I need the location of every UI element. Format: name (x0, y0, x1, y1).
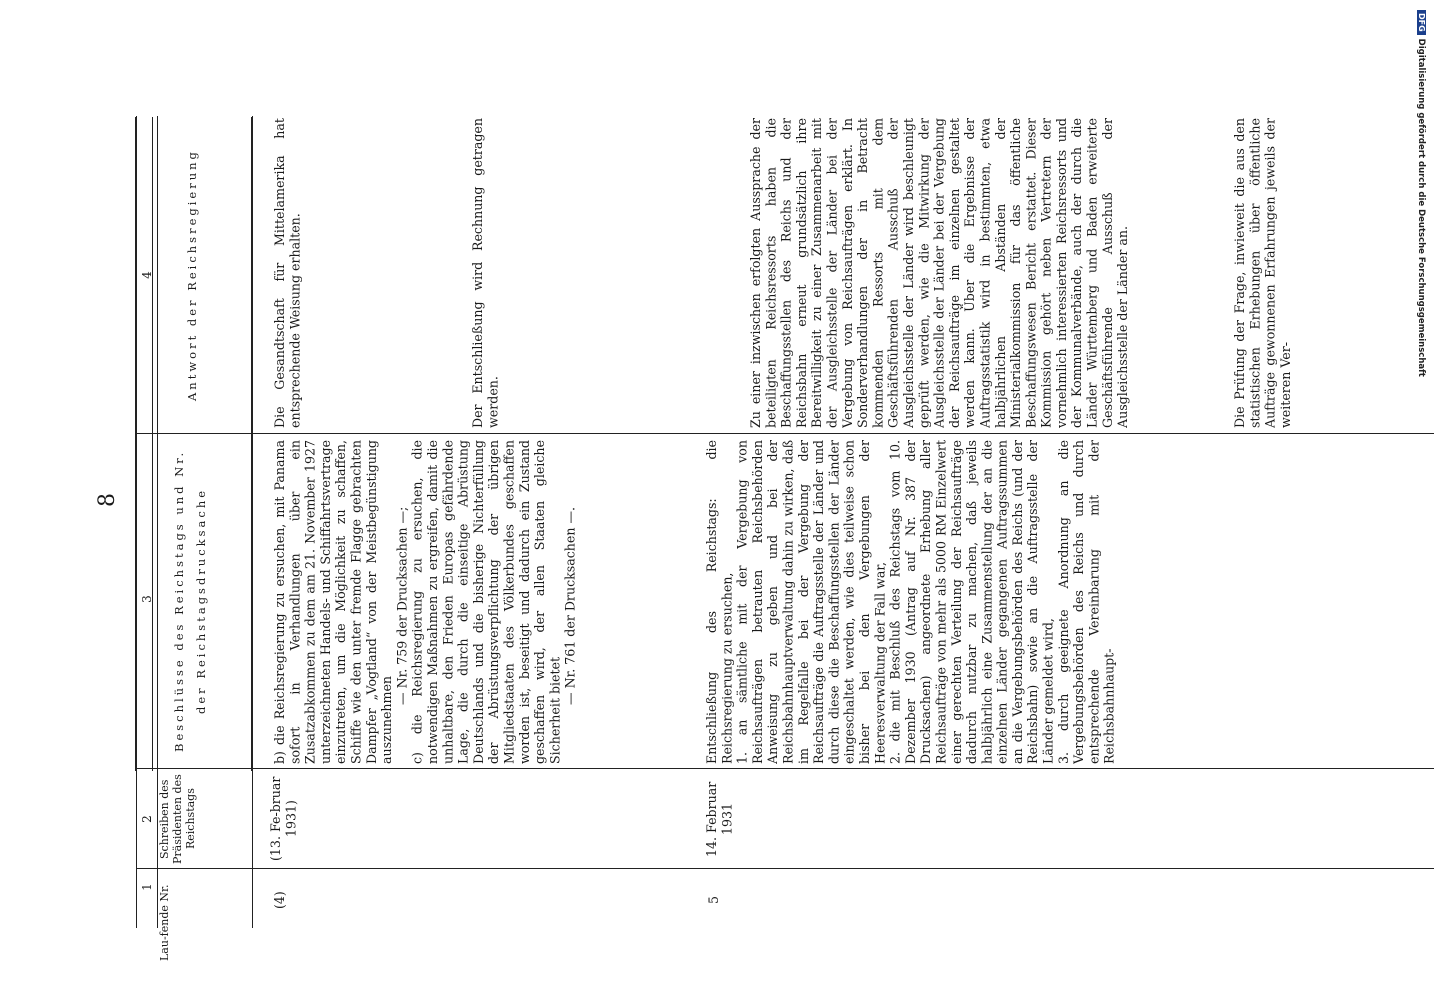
col-divider-1-2 (136, 768, 1434, 769)
rule-header-bottom (252, 116, 253, 928)
header-col1: Lau-fende Nr. (158, 884, 171, 962)
col-number-4: 4 (140, 271, 154, 279)
row5-intro: Entschließung des Reichstags: die Reichsregierung zu ersuchen, (704, 440, 735, 764)
page-number: 8 (95, 493, 120, 507)
row5-antwort-2: Die Prüfung der Frage, inwieweit die aus den statistischen Erhebungen über öffentliche Aufträge gewonnenen Erfahrungen jeweils der weiteren Ver- (1232, 118, 1293, 428)
row5-item-1: 1. an sämtliche mit der Vergebung von Reichsaufträgen betrauten Reichsbehörden Anweisung zu geben und bei der Reichsbahnhauptverwaltung dahin zu wirken, daß im Regelfalle bei der Vergebung der Reichsaufträge die Auftragsstelle der Länder und durch diese die Beschaffungsstellen der Länder eingeschaltet werden, wie dies teilweise schon bisher bei den Vergebungen der Heeresverwaltung der Fall war, (734, 440, 888, 764)
row4-beschluss-b: b) die Reichsregierung zu ersuchen, mit Panama sofort in Verhandlungen über ein Zusatzabkommen zu dem am 21. November 1927 unterzeichneten Handels- und Schiffahrtsvertrage einzutreten, um die Möglichkeit zu schaffen, Schiffe wie den unter fremde Flagge gebrachten Dampfer „Vogtland“ von der Meistbegünstigung auszunehmen (272, 440, 395, 764)
row4-ref-761: — Nr. 761 der Drucksachen —. (562, 506, 578, 706)
row4-antwort-2: Der Entschließung wird Rechnung getragen werden. (470, 118, 501, 428)
row5-beschluss (704, 436, 1344, 764)
col-number-2: 2 (140, 815, 154, 823)
col-number-1: 1 (140, 883, 154, 891)
row4-antwort-1: Die Gesandtschaft für Mittelamerika hat entsprechende Weisung erhalten. (272, 118, 303, 428)
header-col4: Antwort der Reichsregierung (185, 149, 199, 401)
dfg-badge: DFG (1417, 10, 1426, 35)
col-divider-2-3 (136, 433, 1434, 434)
row4-nr: (4) (272, 891, 287, 909)
row4-ref-759: — Nr. 759 der Drucksachen —; (394, 506, 410, 706)
row5-nr: 5 (706, 896, 721, 905)
col-divider-3-4 (136, 868, 1434, 869)
col-number-3: 3 (140, 595, 154, 603)
row4-beschluss-c: c) die Reichsregierung zu ersuchen, die notwendigen Maßnahmen zu ergreifen, damit die unhaltbare, den Frieden Europas gefährdende Lage, die durch die einseitige Abrüstung Deutschlands und die bisherige Nichterfüllung der Abrüstungsverpflichtung der übrigen Mitgliedstaaten des Völkerbundes geschaffen worden ist, beseitigt und dadurch ein Zustand geschaffen wird, der allen Staaten gleiche Sicherheit bietet (409, 440, 563, 764)
row4-date: (13. Fe-bruar 1931) (268, 776, 299, 862)
row5-item-2: 2. die mit Beschluß des Reichstags vom 10. Dezember 1930 (Antrag auf Nr. 387 der Drucksachen) angeordnete Erhebung aller Reichsaufträge von mehr als 5000 RM Einzelwert einer gerechten Verteilung der Reichsaufträge dadurch nutzbar zu machen, daß jeweils halbjährlich eine Zusammenstellung der an die einzelnen Länder gegangenen Auftragssummen an die Vergebungsbehörden des Reichs (und der Reichsbahn) sowie an die Auftragsstelle der Länder gemeldet wird, (887, 440, 1056, 764)
sidebar-text: Digitalisierung gefördert durch die Deutsche Forschungsgemeinschaft (1416, 38, 1426, 377)
header-col3: Beschlüsse des Reichstags und Nr. der Reichstagsdrucksache (172, 449, 208, 753)
row5-item-3: 3. durch geeignete Anordnung an die Vergebungsbehörden des Reichs und durch entsprechende Vereinbarung mit der Reichsbahnhaupt- (1055, 440, 1117, 764)
row4-beschluss (272, 436, 692, 764)
row5-antwort-1: Zu einer inzwischen erfolgten Aussprache der beteiligten Reichsressorts haben die Beschaffungsstellen des Reichs und der Reichsbahn erneut grundsätzlich ihre Bereitwilligkeit zu einer Zusammenarbeit mit der Ausgleichsstelle der Länder bei der Vergebung von Reichsaufträgen erklärt. In Sonderverhandlungen der in Betracht kommenden Ressorts mit dem Geschäftsführenden Ausschuß der Ausgleichsstelle der Länder wird beschleunigt geprüft werden, wie die Mitwirkung der Ausgleichsstelle der Länder bei der Vergebung der Reichsaufträge im einzelnen gestaltet werden kann. Über die Ergebnisse der Auftragsstatistik wird in bestimmten, etwa halbjährlichen Abständen der Ministerialkommission für das öffentliche Beschaffungswesen Bericht erstattet. Dieser Kommission gehört neben Vertretern der vornehmlich interessierten Reichsressorts und der Kommunalverbände, auch der durch die Länder Württemberg und Baden erweiterte Geschäftsführende Ausschuß der Ausgleichsstelle der Länder an. (748, 118, 1131, 428)
row5-date: 14. Februar 1931 (704, 781, 735, 857)
rule-left (136, 116, 137, 928)
header-col2: Schreiben des Präsidenten des Reichstags (158, 774, 197, 864)
